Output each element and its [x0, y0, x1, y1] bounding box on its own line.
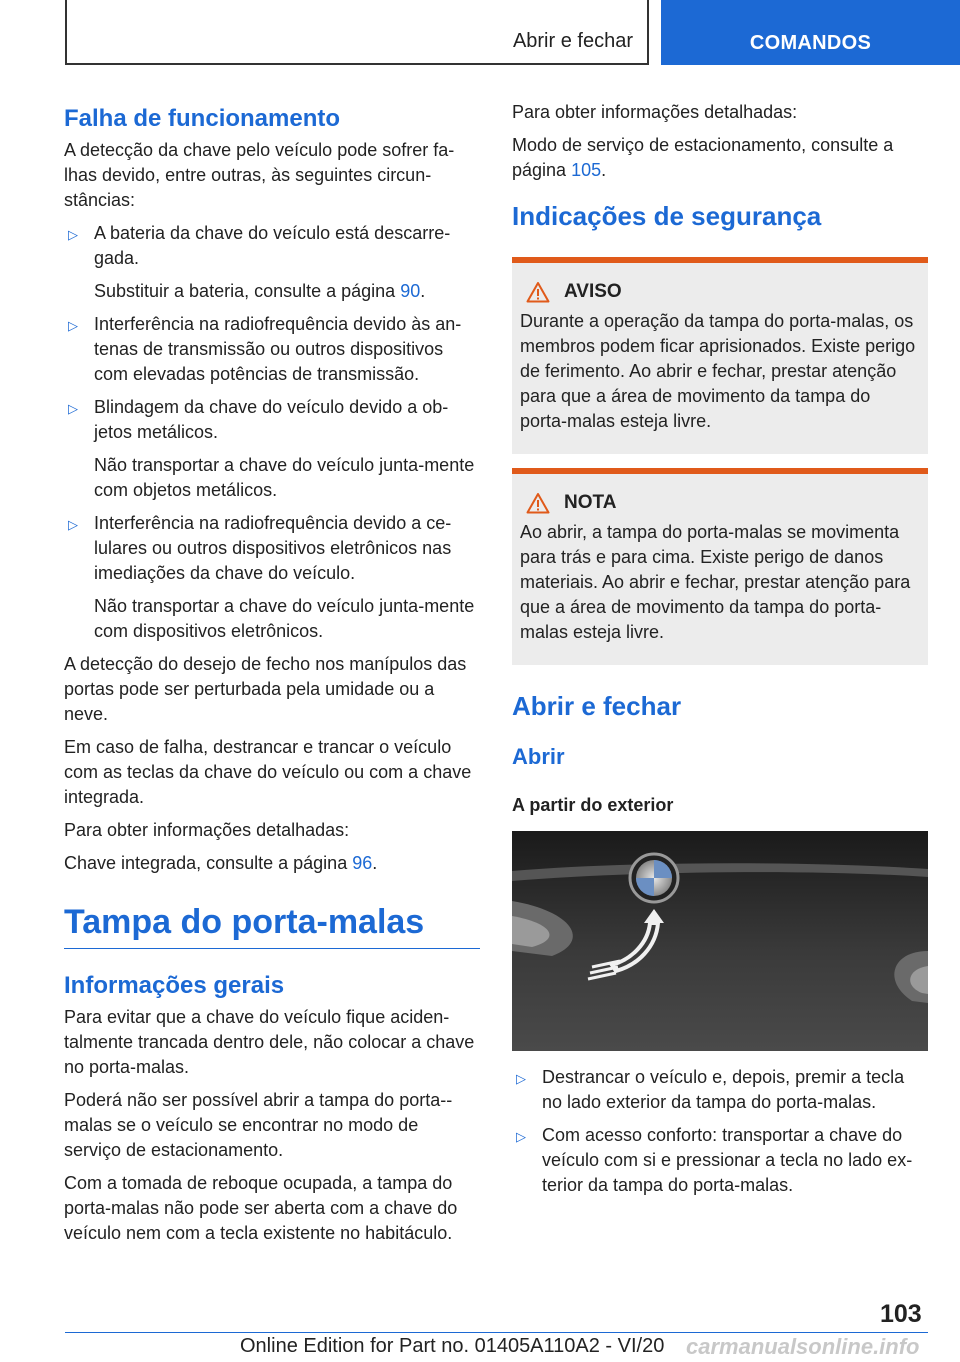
list-item-note: Substituir a bateria, consulte a página 90. [94, 281, 426, 301]
paragraph: A detecção do desejo de fecho nos manípulos das portas pode ser perturbada pela umidade ou a neve. [64, 654, 467, 724]
chapter-title: Tampa do porta-malas [64, 902, 480, 949]
page-link[interactable]: 90 [400, 281, 421, 301]
bullet-list [64, 221, 480, 644]
page-link[interactable]: 96 [352, 853, 373, 873]
warning-text: Durante a operação da tampa do porta-malas, os membros podem ficar aprisionados. Existe perigo de ferimento. Ao abrir e fechar, prestar atenção para que a área de movimento da tampa do porta-malas esteja livre. [520, 311, 916, 431]
list-item: ▷ Com acesso conforto: transportar a chave do veículo com si e pressionar a tecla no lado ex-terior da tampa do porta-malas. [516, 1125, 913, 1195]
watermark: carmanualsonline.info [686, 1334, 920, 1359]
note-text: Ao abrir, a tampa do porta-malas se movimenta para trás e para cima. Existe perigo de danos materiais. Ao abrir e fechar, prestar atenção para que a área de movimento da tampa do porta-malas esteja livre. [520, 522, 911, 642]
header-chapter-label: COMANDOS [749, 32, 872, 54]
list-item: ▷ Interferência na radiofrequência devido a ce-lulares ou outros dispositivos eletrônicos nas imediações da chave do veículo. Não transportar a chave do veículo junta-mente com dispositivos eletrônicos. [64, 511, 480, 644]
paragraph: Para obter informações detalhadas: [64, 820, 350, 840]
heading-seguranca: Indicações de segurança [512, 201, 822, 231]
warning-triangle-icon [526, 492, 550, 514]
triangle-bullet-icon: ▷ [68, 517, 78, 532]
warning-triangle-icon [526, 281, 550, 303]
triangle-bullet-icon: ▷ [68, 401, 78, 416]
list-item: ▷ Blindagem da chave do veículo devido a ob-jetos metálicos. Não transportar a chave do veículo junta-mente com objetos metálicos. [64, 395, 480, 503]
paragraph: Para obter informações detalhadas: [512, 102, 798, 122]
paragraph: A detecção da chave pelo veículo pode sofrer fa-lhas devido, entre outras, às seguintes circun-stâncias: [64, 140, 455, 210]
paragraph: Chave integrada, consulte a página 96. [64, 853, 378, 873]
list-item: ▷ Destrancar o veículo e, depois, premir a tecla no lado exterior da tampa do porta-malas. [516, 1067, 905, 1112]
footer-edition: Online Edition for Part no. 01405A110A2 - VI/20 [240, 1335, 665, 1357]
left-column [64, 100, 480, 1254]
paragraph: Para evitar que a chave do veículo fique aciden-talmente trancada dentro dele, não colocar a chave no porta-malas. [64, 1007, 475, 1077]
paragraph: Modo de serviço de estacionamento, consulte a página 105. [512, 135, 894, 180]
note-box [512, 468, 928, 665]
warning-box [512, 257, 928, 454]
heading-abrir-fechar: Abrir e fechar [512, 691, 682, 721]
footer-divider [65, 1332, 928, 1333]
list-item: ▷ Interferência na radiofrequência devido às an-tenas de transmissão ou outros dispositivos com elevadas potências de transmissão. [68, 314, 462, 384]
right-column [512, 100, 928, 1206]
bullet-list [512, 1065, 928, 1198]
paragraph: Em caso de falha, destrancar e trancar o veículo com as teclas da chave do veículo ou com a chave integrada. [64, 737, 472, 807]
header-section-box [65, 0, 649, 65]
heading-abrir: Abrir [512, 744, 565, 769]
heading-falha: Falha de funcionamento [64, 105, 341, 132]
header-section-title: Abrir e fechar [512, 30, 633, 52]
triangle-bullet-icon: ▷ [516, 1129, 526, 1144]
triangle-bullet-icon: ▷ [516, 1071, 526, 1086]
list-item: ▷ A bateria da chave do veículo está descarre-gada. Substituir a bateria, consulte a página 90. [64, 221, 480, 304]
warning-title: AVISO [564, 281, 622, 302]
header-chapter-tab [661, 0, 960, 65]
list-item-note: Não transportar a chave do veículo junta-mente com dispositivos eletrônicos. [94, 596, 475, 641]
heading-exterior: A partir do exterior [512, 795, 674, 815]
heading-informacoes: Informações gerais [64, 972, 285, 999]
trunk-lid-photo [512, 831, 928, 1051]
note-title: NOTA [564, 492, 617, 513]
paragraph: Poderá não ser possível abrir a tampa do porta--malas se o veículo se encontrar no modo de serviço de estacionamento. [64, 1090, 453, 1160]
list-item-note: Não transportar a chave do veículo junta-mente com objetos metálicos. [94, 455, 475, 500]
triangle-bullet-icon: ▷ [68, 318, 78, 333]
triangle-bullet-icon: ▷ [68, 227, 78, 242]
page-number: 103 [880, 1300, 922, 1328]
paragraph: Com a tomada de reboque ocupada, a tampa do porta-malas não pode ser aberta com a chave do veículo nem com a tecla existente no habitáculo. [64, 1173, 458, 1243]
page-link[interactable]: 105 [571, 160, 602, 180]
